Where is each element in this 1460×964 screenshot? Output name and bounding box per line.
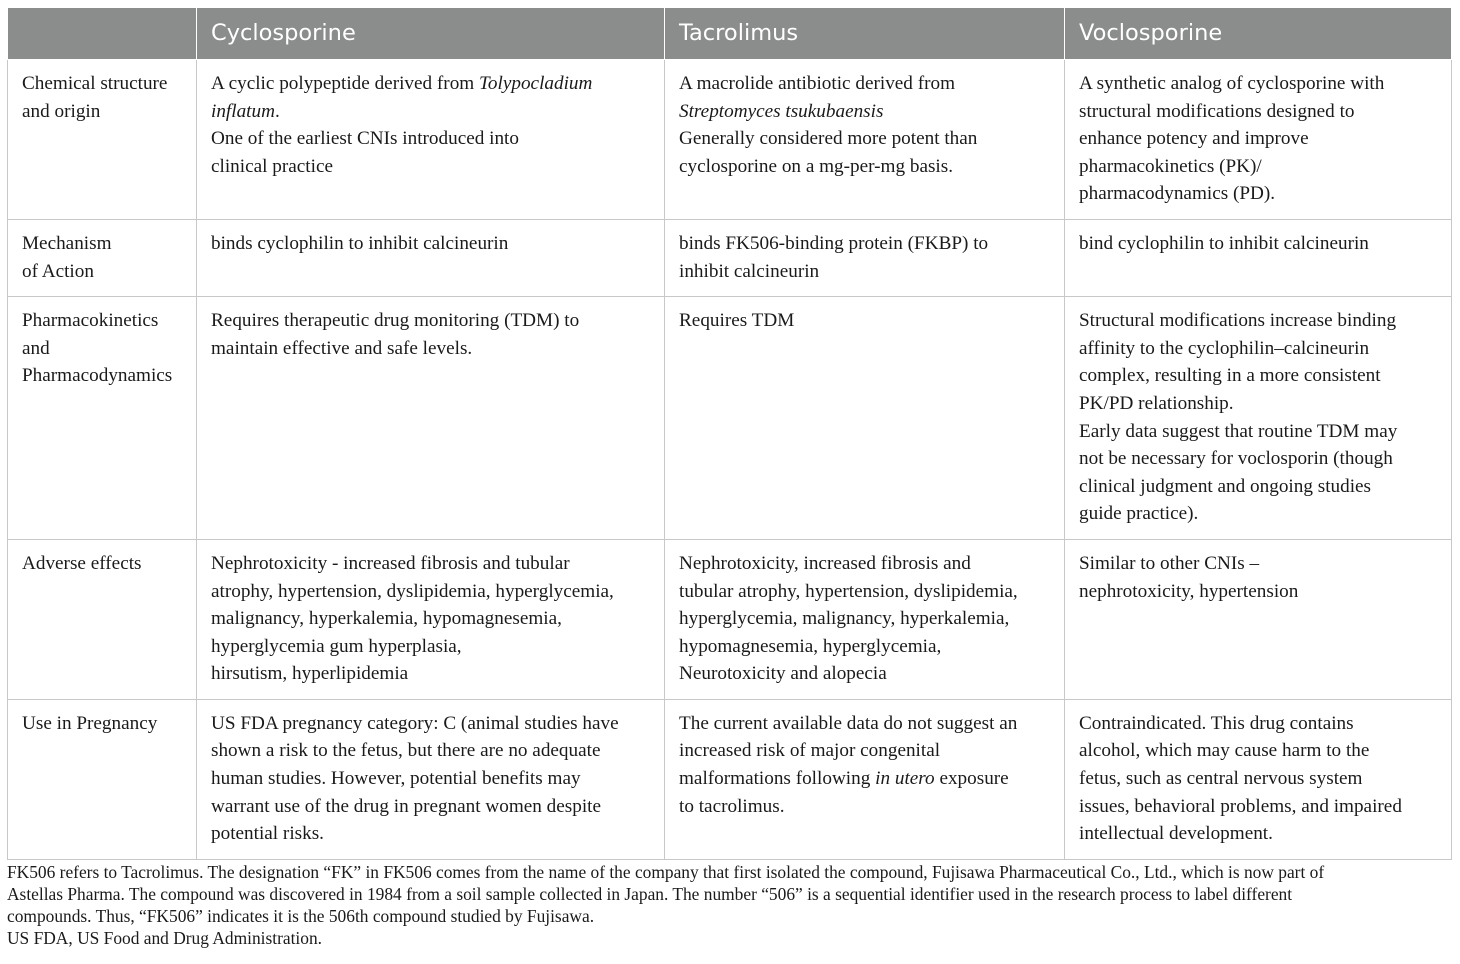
header-empty [8,8,197,60]
cell-line: shown a risk to the fetus, but there are no adequate [211,740,601,762]
cell-line: enhance potency and improve [1079,128,1309,150]
table-row-pregnancy [8,699,1452,859]
cell-cyclosporine-mechanism [197,219,665,296]
cell-text: A cyclic polypeptide derived from [211,73,480,94]
cell-line: guide practice). [1079,503,1199,525]
cell-line: increased risk of major congenital [679,740,941,762]
row-label-pregnancy [8,699,197,859]
cell-line: maintain effective and safe levels. [211,337,473,359]
cell-line: The current available data do not suggest an [679,712,1018,734]
cell-line: inhibit calcineurin [679,260,820,282]
cell-voclosporine-pkpd [1065,297,1452,540]
cell-cyclosporine-adverse [197,539,665,699]
cell-line [211,70,650,98]
latin-term: in utero [875,768,935,790]
cell-line: Contraindicated. This drug contains [1079,712,1354,734]
cell-line: Generally considered more potent than [679,128,978,150]
table-footnote [7,861,1453,949]
cell-line: clinical practice [211,155,333,177]
cell-line: structural modifications designed to [1079,100,1355,122]
cell-line: Requires therapeutic drug monitoring (TDM) to [211,310,580,332]
row-label-line: Adverse effects [22,552,142,574]
cell-line: nephrotoxicity, hypertension [1079,580,1299,602]
row-label-line: and [22,337,50,359]
cell-line: hyperglycemia gum hyperplasia, [211,635,462,657]
row-label-adverse-effects [8,539,197,699]
footnote-line: Astellas Pharma. The compound was discovered in 1984 from a soil sample collected in Japan. The number “506” is a sequential identifier used in the research process to label different [7,884,1293,904]
row-label-line: Mechanism [22,232,112,254]
cell-line: binds FK506-binding protein (FKBP) to [679,232,989,254]
cell-cyclosporine-structure [197,60,665,220]
cell-voclosporine-pregnancy [1065,699,1452,859]
cell-line: clinical judgment and ongoing studies [1079,475,1372,497]
cell-cyclosporine-pregnancy [197,699,665,859]
cell-line: A macrolide antibiotic derived from [679,73,955,94]
cell-line: not be necessary for voclosporin (though [1079,448,1393,470]
header-cyclosporine: Cyclosporine [197,8,665,60]
cell-line: bind cyclophilin to inhibit calcineurin [1079,232,1369,254]
table-row-pharmacokinetics [8,297,1452,540]
cell-line: tubular atrophy, hypertension, dyslipidemia, [679,580,1018,602]
footnote-abbreviation: US FDA, US Food and Drug Administration. [7,928,322,948]
cell-line: affinity to the cyclophilin–calcineurin [1079,337,1370,359]
cell-line: Requires TDM [679,310,795,332]
cell-line: pharmacodynamics (PD). [1079,183,1276,205]
cell-line [679,765,1050,793]
footnote-line: FK506 refers to Tacrolimus. The designation “FK” in FK506 comes from the name of the company that first isolated the compound, Fujisawa Pharmaceutical Co., Ltd., which is now part of [7,862,1325,882]
cell-line: cyclosporine on a mg-per-mg basis. [679,155,954,177]
row-label-line: Pharmacokinetics [22,310,159,332]
cell-line: Nephrotoxicity, increased fibrosis and [679,552,971,574]
cell-line: hypomagnesemia, hyperglycemia, [679,635,942,657]
cell-line: to tacrolimus. [679,795,785,817]
row-label-line: Chemical structure [22,73,168,94]
row-label-line: and origin [22,100,101,122]
cell-line: alcohol, which may cause harm to the [1079,740,1370,762]
cell-line: Nephrotoxicity - increased fibrosis and tubular [211,552,570,574]
row-label-line: Use in Pregnancy [22,712,158,734]
cell-tacrolimus-pkpd [665,297,1065,540]
cell-line: A synthetic analog of cyclosporine with [1079,73,1385,94]
cell-voclosporine-adverse [1065,539,1452,699]
cell-line: US FDA pregnancy category: C (animal studies have [211,712,619,734]
cell-line: intellectual development. [1079,823,1273,845]
cell-tacrolimus-mechanism [665,219,1065,296]
cell-tacrolimus-structure [665,60,1065,220]
cell-text: . [274,100,280,122]
cell-voclosporine-mechanism [1065,219,1452,296]
cell-line: PK/PD relationship. [1079,392,1234,414]
cell-line: atrophy, hypertension, dyslipidemia, hyperglycemia, [211,580,614,602]
cell-line: Early data suggest that routine TDM may [1079,420,1398,442]
cell-voclosporine-structure [1065,60,1452,220]
cell-line: fetus, such as central nervous system [1079,768,1363,790]
cell-cyclosporine-pkpd [197,297,665,540]
cell-line [679,98,1050,126]
cell-line: Structural modifications increase binding [1079,310,1397,332]
cell-line: issues, behavioral problems, and impaired [1079,795,1402,817]
cell-line: One of the earliest CNIs introduced into [211,128,519,150]
cell-line: pharmacokinetics (PK)/ [1079,155,1262,177]
row-label-mechanism [8,219,197,296]
cell-text: malformations following [679,768,876,790]
cell-line: Neurotoxicity and alopecia [679,663,887,685]
table-row-adverse-effects [8,539,1452,699]
table-row-mechanism [8,219,1452,296]
row-label-pharmacokinetics [8,297,197,540]
cell-line: potential risks. [211,823,324,845]
cell-tacrolimus-adverse [665,539,1065,699]
cell-line: hyperglycemia, malignancy, hyperkalemia, [679,608,1010,630]
header-tacrolimus: Tacrolimus [665,8,1065,60]
species-name: inflatum [211,100,275,122]
cell-line [211,98,650,126]
cell-line: human studies. However, potential benefits may [211,768,581,790]
cell-line: Similar to other CNIs – [1079,552,1260,574]
cell-text: exposure [934,768,1009,790]
species-name: Streptomyces tsukubaensis [679,100,884,122]
species-name: Tolypocladium [479,73,593,94]
table-row-chemical-structure [8,60,1452,220]
cell-line: warrant use of the drug in pregnant women despite [211,795,602,817]
cell-line: hirsutism, hyperlipidemia [211,663,409,685]
row-label-line: of Action [22,260,94,282]
cell-line: malignancy, hyperkalemia, hypomagnesemia, [211,608,562,630]
row-label-chemical-structure [8,60,197,220]
row-label-line: Pharmacodynamics [22,365,173,387]
cni-comparison-table [7,7,1452,860]
cell-line: binds cyclophilin to inhibit calcineurin [211,232,509,254]
header-row [8,8,1452,60]
cell-tacrolimus-pregnancy [665,699,1065,859]
cell-line: complex, resulting in a more consistent [1079,365,1381,387]
footnote-line: compounds. Thus, “FK506” indicates it is the 506th compound studied by Fujisawa. [7,906,595,926]
header-voclosporine: Voclosporine [1065,8,1452,60]
